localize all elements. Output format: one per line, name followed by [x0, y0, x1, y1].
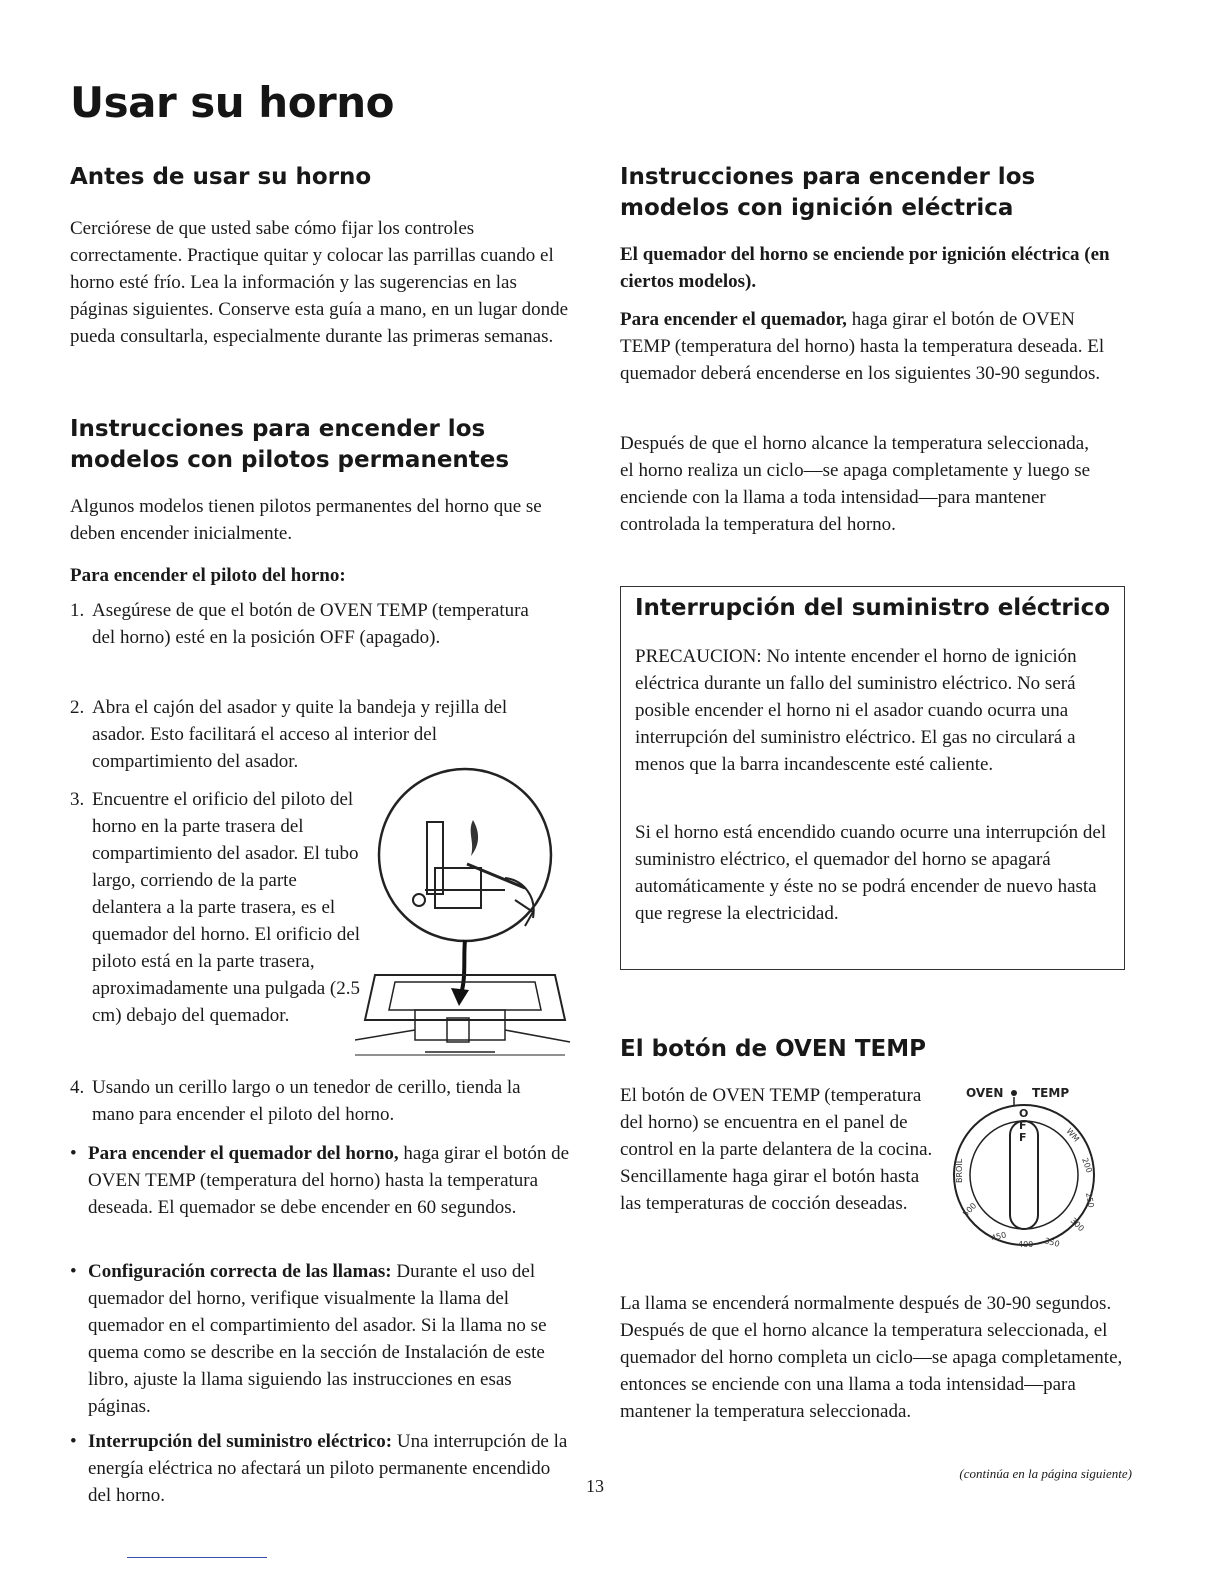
- bullet-lead: Para encender el quemador del horno,: [88, 1143, 399, 1164]
- power-outage-p1-text: No intente encender el horno de ignición eléctrica durante un fallo del suministro eléctrico. No será posible encender el horno ni el asador cuando ocurra una interrupción del suministro eléctrico. El gas no circulará a menos que la barra incandescente esté caliente.: [635, 646, 1077, 775]
- power-outage-heading: Interrupción del suministro eléctrico: [635, 595, 1111, 621]
- bullet-lead: Configuración correcta de las llamas:: [88, 1261, 392, 1282]
- knob-indicator-dot: [1011, 1090, 1017, 1096]
- bullet-flame-setting: [70, 1258, 575, 1420]
- electric-p2: Después de que el horno alcance la temperatura seleccionada, el horno realiza un ciclo—se apaga completamente y luego se enciende con la llama a toda intensidad—para mantener controlada la temperatura del horno.: [620, 433, 1091, 535]
- step-number: 2.: [70, 697, 85, 718]
- step-text: Encuentre el orificio del piloto del horno en la parte trasera del compartimiento del asador. El tubo largo, corriendo de la parte delantera a la parte trasera, es el quemador del horno. El orificio del piloto está en la parte trasera, aproximadamente una pulgada (2.5 cm) debajo del quemador.: [92, 789, 361, 1026]
- knob-off-o: O: [1019, 1107, 1029, 1120]
- step-text: Abra el cajón del asador y quite la bandeja y rejilla del asador. Esto facilitará el acceso al interior del compartimiento del asador.: [92, 697, 508, 772]
- step-3: [70, 786, 370, 1029]
- page-title: Usar su horno: [70, 78, 395, 127]
- step-number: 4.: [70, 1077, 85, 1098]
- knob-label-oven: OVEN: [966, 1086, 1004, 1100]
- broiler-pilot-illustration: [355, 760, 575, 1060]
- footer-rule: [127, 1557, 267, 1558]
- step-1: [70, 597, 550, 651]
- page-number: 13: [586, 1476, 604, 1496]
- step-number: 3.: [70, 789, 85, 810]
- step-number: 1.: [70, 600, 85, 621]
- knob-mark-wm: WM: [1064, 1126, 1081, 1144]
- power-outage-p2: Si el horno está encendido cuando ocurre una interrupción del suministro eléctrico, el quemador del horno se apagará automáticamente y éste no se podrá encender de nuevo hasta que regrese la electricidad.: [635, 822, 1107, 924]
- pilot-intro: Algunos modelos tienen pilotos permanentes del horno que se deben encender inicialmente.: [70, 496, 542, 544]
- bullet-text: Una interrupción de la energía eléctrica no afectará un piloto permanente encendido del horno.: [88, 1431, 568, 1506]
- bullet-power-outage: [70, 1428, 575, 1509]
- bullet-text: Durante el uso del quemador del horno, verifique visualmente la llama del quemador en el compartimiento del asador. Si la llama no se quema como se describe en la sección de Instalación de este libro, ajuste la llama siguiendo las instrucciones en esas páginas.: [88, 1261, 547, 1417]
- precaution-label: PRECAUCION:: [635, 646, 762, 667]
- power-outage-p1: [635, 643, 1109, 778]
- step-text: Usando un cerillo largo o un tenedor de cerillo, tienda la mano para encender el piloto del horno.: [92, 1077, 521, 1125]
- oven-temp-heading: El botón de OVEN TEMP: [620, 1036, 926, 1062]
- electric-heading: Instrucciones para encender los modelos con ignición eléctrica: [620, 164, 1036, 221]
- bullet-text: haga girar el botón de OVEN TEMP (temperatura del horno) hasta la temperatura deseada. El quemador se debe encender en 60 segundos.: [88, 1143, 570, 1218]
- knob-mark-500: 500: [961, 1201, 979, 1219]
- oven-temp-p2: La llama se encenderá normalmente después de 30-90 segundos. Después de que el horno alcance la temperatura seleccionada, el quemador del horno completa un ciclo—se apaga completamente, entonces se enciende con una llama a toda intensidad—para mantener la temperatura seleccionada.: [620, 1293, 1123, 1422]
- electric-p1: [620, 306, 1120, 387]
- bullet-light-burner: [70, 1140, 575, 1221]
- bullet-lead: Interrupción del suministro eléctrico:: [88, 1431, 393, 1452]
- oven-temp-knob-illustration: [952, 1085, 1112, 1255]
- knob-label-temp: TEMP: [1032, 1086, 1070, 1100]
- knob-off-f2: F: [1019, 1131, 1027, 1144]
- knob-mark-300: 300: [1068, 1216, 1086, 1234]
- knob-mark-250: 250: [1084, 1191, 1096, 1209]
- step-text: Asegúrese de que el botón de OVEN TEMP (temperatura del horno) esté en la posición OFF (apagado).: [92, 600, 529, 648]
- electric-p1-lead: Para encender el quemador,: [620, 309, 847, 330]
- knob-mark-200: 200: [1080, 1156, 1094, 1175]
- pilot-subheading: Para encender el piloto del horno:: [70, 565, 346, 586]
- power-outage-notice-box: [620, 586, 1125, 970]
- knob-mark-350: 350: [1043, 1236, 1061, 1249]
- oven-temp-p1: El botón de OVEN TEMP (temperatura del horno) se encuentra en el panel de control en la parte delantera de la cocina. Sencillamente haga girar el botón hasta las temperaturas de cocción deseadas.: [620, 1085, 933, 1214]
- knob-mark-400: 400: [1018, 1240, 1034, 1249]
- step-4: [70, 1074, 560, 1128]
- electric-p1-text: haga girar el botón de OVEN TEMP (temperatura del horno) hasta la temperatura deseada. El quemador deberá encenderse en los siguientes 30-90 segundos.: [620, 309, 1105, 384]
- knob-mark-broil: BROIL: [955, 1158, 964, 1183]
- before-use-body: Cerciórese de que usted sabe cómo fijar los controles correctamente. Practique quitar y colocar las parrillas cuando el horno esté frío. Lea la información y las sugerencias en las páginas siguientes. Conserve esta guía a mano, en un lugar donde pueda consultarla, especialmente durante las primeras semanas.: [70, 218, 569, 347]
- continue-note: (continúa en la página siguiente): [959, 1466, 1132, 1481]
- knob-off-f1: F: [1019, 1119, 1027, 1132]
- knob-mark-450: 450: [990, 1230, 1008, 1243]
- pilot-heading: Instrucciones para encender los modelos con pilotos permanentes: [70, 416, 510, 473]
- electric-intro: El quemador del horno se enciende por ignición eléctrica (en ciertos modelos).: [620, 244, 1110, 292]
- before-use-heading: Antes de usar su horno: [70, 164, 372, 190]
